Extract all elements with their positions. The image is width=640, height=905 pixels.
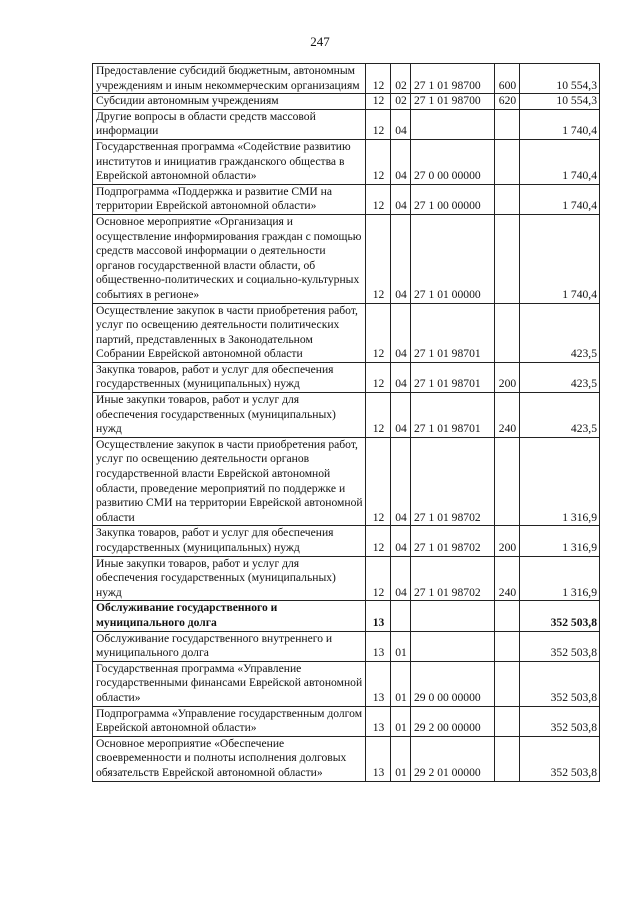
section-code-cell: 12 [366, 94, 391, 110]
expense-type-cell: 200 [495, 362, 520, 392]
section-code-cell: 12 [366, 303, 391, 362]
row-name-cell: Закупка товаров, работ и услуг для обеспечения государственных (муниципальных) нужд [93, 526, 366, 556]
expense-type-cell [495, 214, 520, 303]
target-article-cell: 27 1 01 00000 [411, 214, 495, 303]
row-name-cell: Предоставление субсидий бюджетным, автономным учреждениям и иным некоммерческим организациям [93, 64, 366, 94]
budget-table [92, 63, 600, 782]
subsection-code-cell: 04 [391, 109, 411, 139]
table-row [93, 601, 600, 631]
expense-type-cell [495, 706, 520, 736]
row-name-cell: Субсидии автономным учреждениям [93, 94, 366, 110]
amount-cell: 10 554,3 [520, 94, 600, 110]
amount-cell: 352 503,8 [520, 661, 600, 706]
table-row [93, 303, 600, 362]
page-number: 247 [310, 34, 330, 49]
target-article-cell: 29 2 01 00000 [411, 736, 495, 781]
table-row [93, 631, 600, 661]
section-code-cell: 12 [366, 437, 391, 526]
target-article-cell: 27 1 00 00000 [411, 184, 495, 214]
table-row [93, 706, 600, 736]
amount-cell: 423,5 [520, 362, 600, 392]
row-name-cell: Осуществление закупок в части приобретения работ, услуг по освещению деятельности органов государственной власти Еврейской автономной области, проведение мероприятий по поддержке и развитию СМИ на территории Еврейской автономной области [93, 437, 366, 526]
target-article-cell: 29 2 00 00000 [411, 706, 495, 736]
section-code-cell: 13 [366, 706, 391, 736]
table-row [93, 556, 600, 601]
section-code-cell: 13 [366, 661, 391, 706]
amount-cell: 1 316,9 [520, 526, 600, 556]
target-article-cell: 27 1 01 98702 [411, 556, 495, 601]
row-name-cell: Иные закупки товаров, работ и услуг для обеспечения государственных (муниципальных) нужд [93, 393, 366, 438]
target-article-cell: 27 1 01 98700 [411, 64, 495, 94]
expense-type-cell: 240 [495, 393, 520, 438]
expense-type-cell [495, 184, 520, 214]
table-row [93, 214, 600, 303]
budget-table-body [93, 64, 600, 782]
section-code-cell: 12 [366, 109, 391, 139]
amount-cell: 10 554,3 [520, 64, 600, 94]
row-name-cell: Иные закупки товаров, работ и услуг для обеспечения государственных (муниципальных) нужд [93, 556, 366, 601]
row-name-cell: Обслуживание государственного внутреннего и муниципального долга [93, 631, 366, 661]
section-code-cell: 12 [366, 526, 391, 556]
subsection-code-cell: 04 [391, 184, 411, 214]
row-name-cell: Подпрограмма «Поддержка и развитие СМИ на территории Еврейской автономной области» [93, 184, 366, 214]
amount-cell: 423,5 [520, 303, 600, 362]
subsection-code-cell: 04 [391, 139, 411, 184]
expense-type-cell [495, 661, 520, 706]
amount-cell: 1 740,4 [520, 184, 600, 214]
expense-type-cell [495, 303, 520, 362]
section-code-cell: 13 [366, 601, 391, 631]
section-code-cell: 12 [366, 214, 391, 303]
subsection-code-cell: 01 [391, 706, 411, 736]
subsection-code-cell: 04 [391, 556, 411, 601]
row-name-cell: Закупка товаров, работ и услуг для обеспечения государственных (муниципальных) нужд [93, 362, 366, 392]
target-article-cell [411, 631, 495, 661]
section-code-cell: 12 [366, 556, 391, 601]
expense-type-cell: 600 [495, 64, 520, 94]
subsection-code-cell: 01 [391, 736, 411, 781]
row-name-cell: Основное мероприятие «Организация и осуществление информирования граждан с помощью средств массовой информации о деятельности органов государственной власти области, об общественно-политических и социально-культурных событиях в регионе» [93, 214, 366, 303]
table-row [93, 94, 600, 110]
section-code-cell: 13 [366, 736, 391, 781]
amount-cell: 1 316,9 [520, 556, 600, 601]
subsection-code-cell: 04 [391, 526, 411, 556]
subsection-code-cell: 04 [391, 393, 411, 438]
table-row [93, 736, 600, 781]
target-article-cell: 27 0 00 00000 [411, 139, 495, 184]
target-article-cell [411, 601, 495, 631]
subsection-code-cell: 04 [391, 303, 411, 362]
table-row [93, 526, 600, 556]
table-row [93, 109, 600, 139]
section-code-cell: 12 [366, 393, 391, 438]
section-code-cell: 13 [366, 631, 391, 661]
table-row [93, 184, 600, 214]
target-article-cell [411, 109, 495, 139]
target-article-cell: 27 1 01 98701 [411, 362, 495, 392]
target-article-cell: 27 1 01 98701 [411, 393, 495, 438]
expense-type-cell: 200 [495, 526, 520, 556]
amount-cell: 1 316,9 [520, 437, 600, 526]
target-article-cell: 27 1 01 98701 [411, 303, 495, 362]
subsection-code-cell: 01 [391, 631, 411, 661]
expense-type-cell [495, 601, 520, 631]
amount-cell: 1 740,4 [520, 109, 600, 139]
expense-type-cell [495, 139, 520, 184]
subsection-code-cell: 01 [391, 661, 411, 706]
row-name-cell: Осуществление закупок в части приобретения работ, услуг по освещению деятельности политических партий, представленных в Законодательном Собрании Еврейской автономной области [93, 303, 366, 362]
row-name-cell: Подпрограмма «Управление государственным долгом Еврейской автономной области» [93, 706, 366, 736]
subsection-code-cell [391, 601, 411, 631]
target-article-cell: 27 1 01 98700 [411, 94, 495, 110]
section-code-cell: 12 [366, 64, 391, 94]
target-article-cell: 29 0 00 00000 [411, 661, 495, 706]
amount-cell: 1 740,4 [520, 214, 600, 303]
table-row [93, 139, 600, 184]
expense-type-cell: 240 [495, 556, 520, 601]
expense-type-cell [495, 631, 520, 661]
table-row [93, 661, 600, 706]
amount-cell: 352 503,8 [520, 736, 600, 781]
table-row [93, 64, 600, 94]
subsection-code-cell: 02 [391, 64, 411, 94]
section-code-cell: 12 [366, 184, 391, 214]
amount-cell: 1 740,4 [520, 139, 600, 184]
subsection-code-cell: 04 [391, 437, 411, 526]
row-name-cell: Обслуживание государственного и муниципального долга [93, 601, 366, 631]
expense-type-cell: 620 [495, 94, 520, 110]
expense-type-cell [495, 437, 520, 526]
subsection-code-cell: 02 [391, 94, 411, 110]
row-name-cell: Государственная программа «Управление государственными финансами Еврейской автономной области» [93, 661, 366, 706]
table-row [93, 437, 600, 526]
amount-cell: 352 503,8 [520, 601, 600, 631]
subsection-code-cell: 04 [391, 362, 411, 392]
amount-cell: 352 503,8 [520, 631, 600, 661]
row-name-cell: Государственная программа «Содействие развитию институтов и инициатив гражданского общества в Еврейской автономной области» [93, 139, 366, 184]
amount-cell: 352 503,8 [520, 706, 600, 736]
section-code-cell: 12 [366, 139, 391, 184]
expense-type-cell [495, 736, 520, 781]
subsection-code-cell: 04 [391, 214, 411, 303]
expense-type-cell [495, 109, 520, 139]
row-name-cell: Другие вопросы в области средств массовой информации [93, 109, 366, 139]
target-article-cell: 27 1 01 98702 [411, 526, 495, 556]
table-row [93, 362, 600, 392]
row-name-cell: Основное мероприятие «Обеспечение своевременности и полноты исполнения долговых обязательств Еврейской автономной области» [93, 736, 366, 781]
section-code-cell: 12 [366, 362, 391, 392]
table-row [93, 393, 600, 438]
amount-cell: 423,5 [520, 393, 600, 438]
target-article-cell: 27 1 01 98702 [411, 437, 495, 526]
